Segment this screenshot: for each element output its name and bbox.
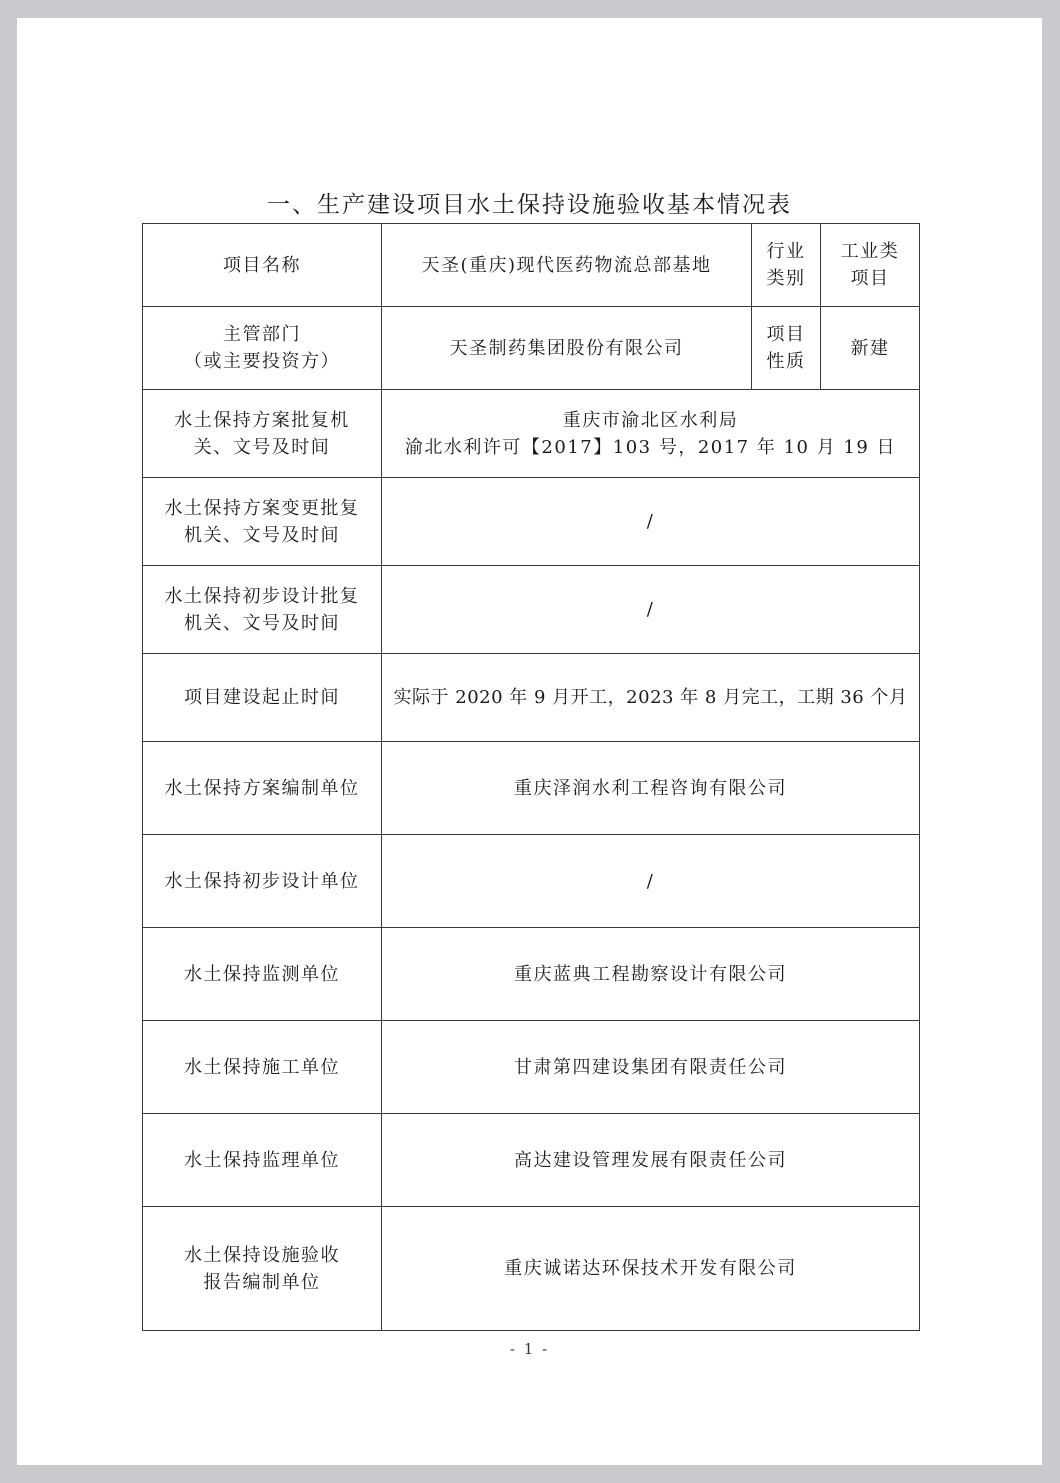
- document-page: [17, 18, 1042, 1465]
- plan-change-value: /: [646, 511, 655, 532]
- label-cell: [143, 742, 382, 835]
- table-row-prelim-design-approval: [143, 566, 920, 654]
- construction-period-value: 实际于 2020 年 9 月开工，2023 年 8 月完工，工期 36 个月: [393, 687, 908, 708]
- value-cell: [382, 1021, 920, 1114]
- table-row-department: [143, 307, 920, 390]
- table-row-acceptance-report-unit: [143, 1207, 920, 1331]
- value-cell: [382, 307, 752, 390]
- industry-label-line-2: 类别: [766, 268, 806, 289]
- nature-value: 新建: [850, 337, 890, 359]
- construction-unit-value: 甘肃第四建设集团有限责任公司: [514, 1056, 787, 1078]
- department-label-line-1: 主管部门: [223, 324, 301, 345]
- prelim-design-approval-value: /: [646, 599, 655, 620]
- label-cell: [143, 390, 382, 478]
- value-cell: [821, 307, 920, 390]
- label-cell: [143, 478, 382, 566]
- table-row-plan-compiler: [143, 742, 920, 835]
- value-cell: [382, 1207, 920, 1331]
- table-row-supervision-unit: [143, 1114, 920, 1207]
- monitoring-unit-value: 重庆蓝典工程勘察设计有限公司: [514, 963, 787, 985]
- value-cell: [382, 654, 920, 742]
- construction-unit-label: 水土保持施工单位: [184, 1056, 340, 1078]
- prelim-design-unit-value: /: [646, 870, 655, 892]
- nature-label-line-2: 性质: [766, 351, 806, 372]
- label-cell: [143, 307, 382, 390]
- value-cell: [382, 566, 920, 654]
- label-cell: [143, 224, 382, 307]
- nature-label-line-1: 项目: [766, 324, 806, 345]
- plan-compiler-label: 水土保持方案编制单位: [164, 777, 360, 799]
- department-value: 天圣制药集团股份有限公司: [449, 337, 684, 359]
- table-row-construction-period: [143, 654, 920, 742]
- table-row-plan-approval: [143, 390, 920, 478]
- supervision-unit-value: 高达建设管理发展有限责任公司: [514, 1149, 787, 1171]
- plan-compiler-value: 重庆泽润水利工程咨询有限公司: [514, 777, 787, 799]
- project-name-label: 项目名称: [223, 254, 301, 276]
- plan-approval-value-line-1: 重庆市渝北区水利局: [562, 409, 739, 431]
- prelim-design-unit-label: 水土保持初步设计单位: [164, 870, 360, 892]
- plan-change-label-line-2: 机关、文号及时间: [184, 524, 340, 546]
- label-cell: [143, 1114, 382, 1207]
- basic-info-table: [142, 223, 920, 1331]
- table-row-construction-unit: [143, 1021, 920, 1114]
- label-cell: [143, 566, 382, 654]
- prelim-design-approval-label-line-2: 机关、文号及时间: [184, 612, 340, 634]
- industry-label-line-1: 行业: [766, 241, 806, 262]
- monitoring-unit-label: 水土保持监测单位: [184, 963, 340, 985]
- acceptance-report-unit-value: 重庆诚诺达环保技术开发有限公司: [504, 1258, 797, 1279]
- table-row-project-name: [143, 224, 920, 307]
- plan-approval-label-line-1: 水土保持方案批复机: [174, 409, 350, 431]
- value-cell: [382, 835, 920, 928]
- label-cell: [143, 654, 382, 742]
- acceptance-report-label-line-1: 水土保持设施验收: [184, 1244, 340, 1266]
- value-cell: [382, 742, 920, 835]
- label-cell: [143, 835, 382, 928]
- construction-period-label: 项目建设起止时间: [184, 687, 340, 708]
- page-title: 一、生产建设项目水土保持设施验收基本情况表: [267, 192, 792, 218]
- prelim-design-approval-label-line-1: 水土保持初步设计批复: [164, 585, 360, 607]
- industry-value-line-2: 项目: [850, 268, 890, 289]
- table-row-prelim-design-unit: [143, 835, 920, 928]
- label-cell: [143, 1207, 382, 1331]
- table-row-monitoring-unit: [143, 928, 920, 1021]
- plan-approval-value-line-2: 渝北水利许可【2017】103 号，2017 年 10 月 19 日: [404, 436, 897, 458]
- plan-change-label-line-1: 水土保持方案变更批复: [164, 497, 360, 519]
- page-number: - 1 -: [509, 1340, 550, 1358]
- acceptance-report-label-line-2: 报告编制单位: [203, 1271, 321, 1293]
- label-cell: [752, 307, 821, 390]
- value-cell: [382, 478, 920, 566]
- supervision-unit-label: 水土保持监理单位: [184, 1149, 340, 1171]
- project-name-value: 天圣(重庆)现代医药物流总部基地: [421, 254, 712, 276]
- label-cell: [143, 1021, 382, 1114]
- department-label-line-2: （或主要投资方）: [184, 351, 340, 372]
- value-cell: [382, 390, 920, 478]
- plan-approval-label-line-2: 关、文号及时间: [193, 436, 331, 458]
- value-cell: [821, 224, 920, 307]
- value-cell: [382, 928, 920, 1021]
- value-cell: [382, 224, 752, 307]
- label-cell: [752, 224, 821, 307]
- table-row-plan-change: [143, 478, 920, 566]
- industry-value-line-1: 工业类: [840, 241, 900, 262]
- label-cell: [143, 928, 382, 1021]
- value-cell: [382, 1114, 920, 1207]
